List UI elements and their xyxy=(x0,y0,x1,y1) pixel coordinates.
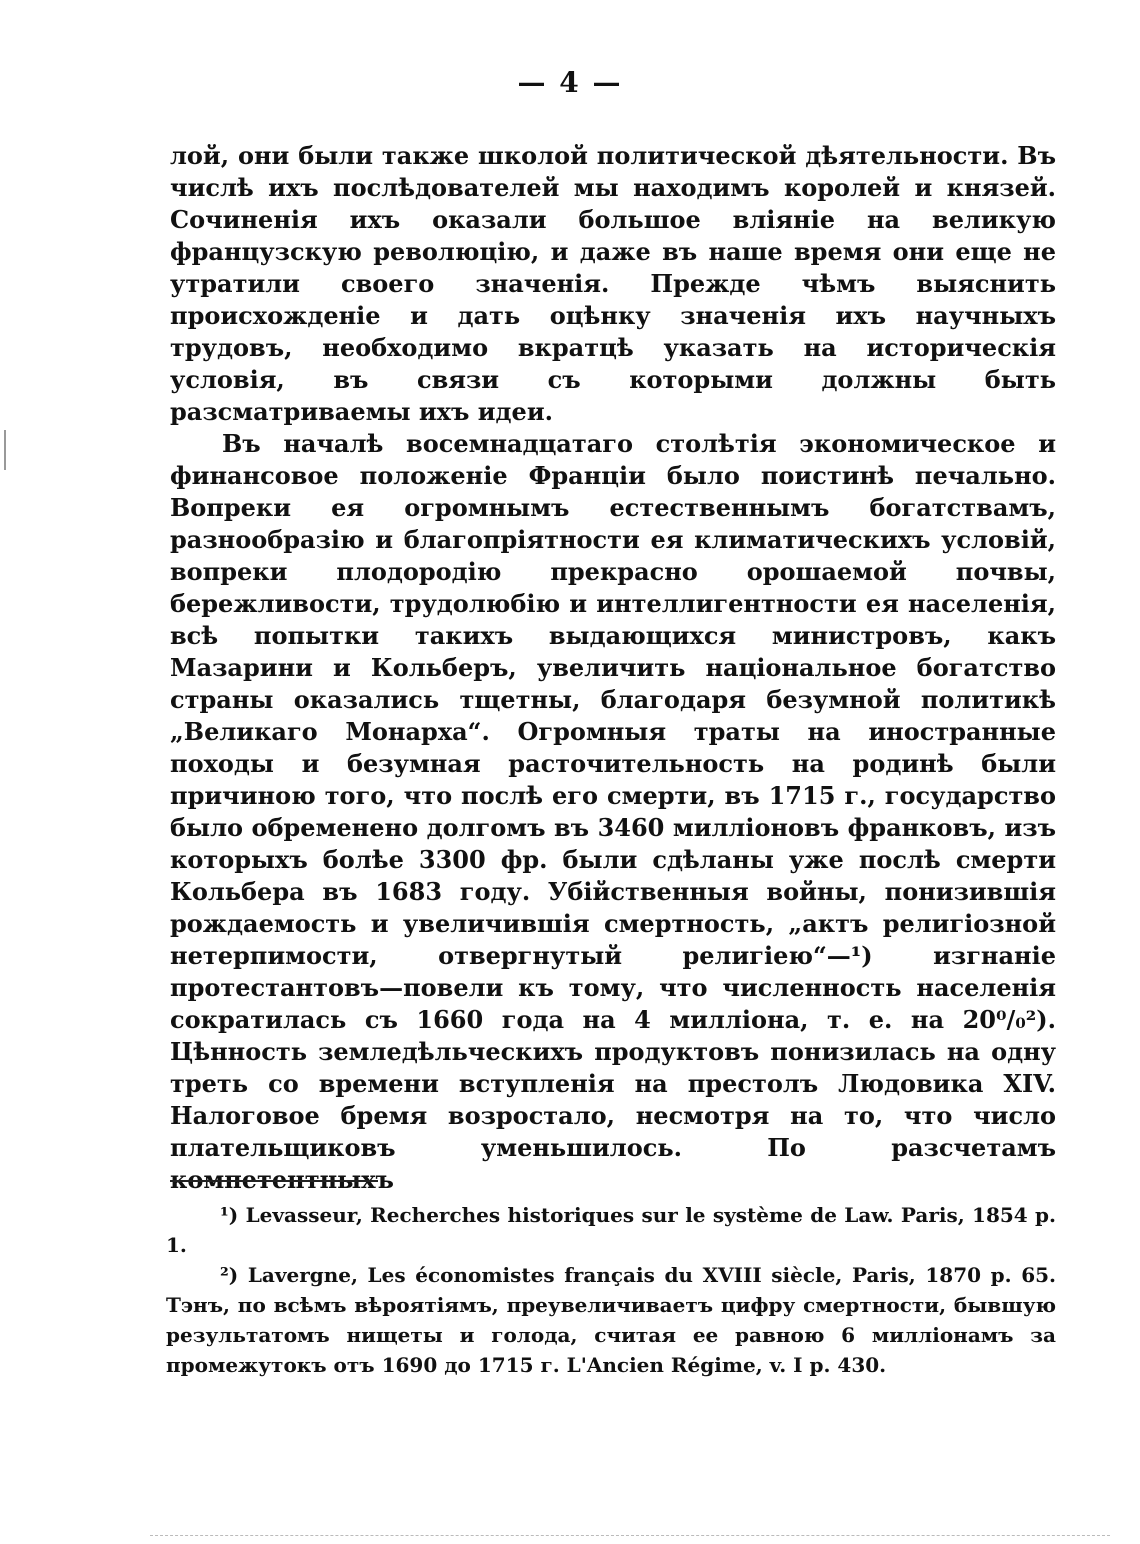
footnote-1: ¹) Levasseur, Recherches historiques sur le système de Law. Paris, 1854 p. 1. xyxy=(166,1203,1056,1257)
paragraph-1: лой, они были также школой политической дѣятельности. Въ числѣ ихъ послѣдователей мы находимъ королей и князей. Сочиненія ихъ оказали большое вліяніе на великую французскую революцію, и даже въ наше время они еще не утратили своего значенія. Прежде чѣмъ выяснить происхожденіе и дать оцѣнку значенія ихъ научныхъ трудовъ, необходимо вкратцѣ указать на историческія условія, въ связи съ которыми должны быть разсматриваемы ихъ идеи. xyxy=(170,141,1056,426)
page-number: — 4 — xyxy=(517,66,623,99)
footnote-2: ²) Lavergne, Les économistes français du XVIII siècle, Paris, 1870 p. 65. Тэнъ, по всѣмъ вѣроятіямъ, преувеличиваетъ цифру смертности, бывшую результатомъ нищеты и голода, считая ее равною 6 милліонамъ за промежутокъ отъ 1690 до 1715 г. L'Ancien Régime, v. I p. 430. xyxy=(166,1263,1056,1377)
scan-edge-mark xyxy=(4,430,6,470)
footnote-separator xyxy=(170,1180,378,1182)
paragraph-2: Въ началѣ восемнадцатаго столѣтія экономическое и финансовое положеніе Франціи было поистинѣ печально. Вопреки ея огромнымъ естественнымъ богатствамъ, разнообразію и благопріятности ея климатическихъ условій, вопреки плодородію прекрасно орошаемой почвы, бережливости, трудолюбію и интеллигентности ея населенія, всѣ попытки такихъ выдающихся министровъ, какъ Мазарини и Кольберъ, увеличить національное богатство страны оказались тщетны, благодаря безумной политикѣ „Великаго Монарха“. Огромныя траты на иностранные походы и безумная расточительность на родинѣ были причиною того, что послѣ его смерти, въ 1715 г., государство было обременено долгомъ въ 3460 милліоновъ франковъ, изъ которыхъ болѣе 3300 фр. были сдѣланы уже послѣ смерти Кольбера въ 1683 году. Убійственныя войны, понизившія рождаемость и увеличившія смертность, „актъ религіозной нетерпимости, отвергнутый религіею“—¹) изгнаніе протестантовъ—повели къ тому, что численность населенія сократилась съ 1660 года на 4 милліона, т. е. на 20⁰/₀²). Цѣнность земледѣльческихъ продуктовъ понизилась на одну треть со времени вступленія на престолъ Людовика XIV. Налоговое бремя возростало, несмотря на то, что число плательщиковъ уменьшилось. По разсчетамъ компетентныхъ xyxy=(170,429,1056,1194)
body-text xyxy=(170,140,1056,1196)
footnotes xyxy=(166,1200,1056,1380)
page-bottom-edge xyxy=(150,1535,1110,1536)
